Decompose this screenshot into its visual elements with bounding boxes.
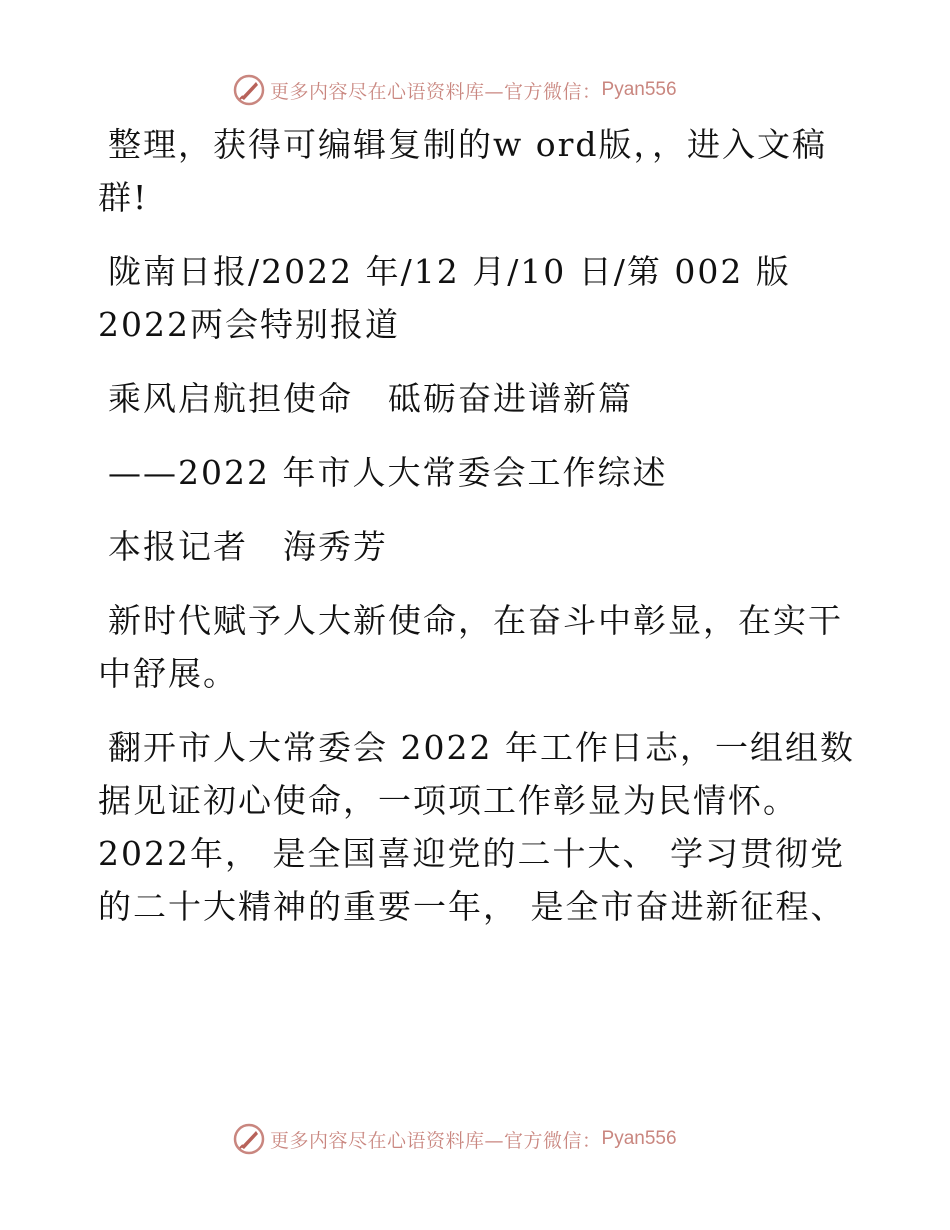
intro-paragraph: 整理，获得可编辑复制的w ord版，，进入文稿群! (98, 125, 828, 217)
footer-watermark (232, 1121, 677, 1157)
article-subtitle: ——2022 年市人大常委会工作综述 (108, 453, 668, 492)
watermark-text: 更多内容尽在心语资料库—官方微信： (270, 80, 602, 103)
quill-logo-icon (232, 73, 266, 107)
body-paragraph: 翻开市人大常委会 2022 年工作日志，一组组数据见证初心使命，一项项工作彰显为民情怀。2022年， 是全国喜迎党的二十大、 学习贯彻党的二十大精神的重要一年， 是全市奋进新征程、 (98, 728, 855, 926)
header-watermark (232, 72, 677, 108)
document-body (98, 118, 858, 954)
source-line: 陇南日报/2022 年/12 月/10 日/第 002 版2022两会特别报道 (98, 252, 791, 344)
article-title: 乘风启航担使命 砥砺奋进谱新篇 (108, 379, 633, 418)
watermark-brand: Pyan556 (601, 1128, 677, 1149)
watermark-text: 更多内容尽在心语资料库—官方微信： (270, 1129, 602, 1152)
byline: 本报记者 海秀芳 (108, 527, 388, 566)
watermark-brand: Pyan556 (601, 79, 677, 100)
body-paragraph: 新时代赋予人大新使命，在奋斗中彰显，在实干中舒展。 (98, 601, 843, 693)
quill-logo-icon (232, 1122, 266, 1156)
